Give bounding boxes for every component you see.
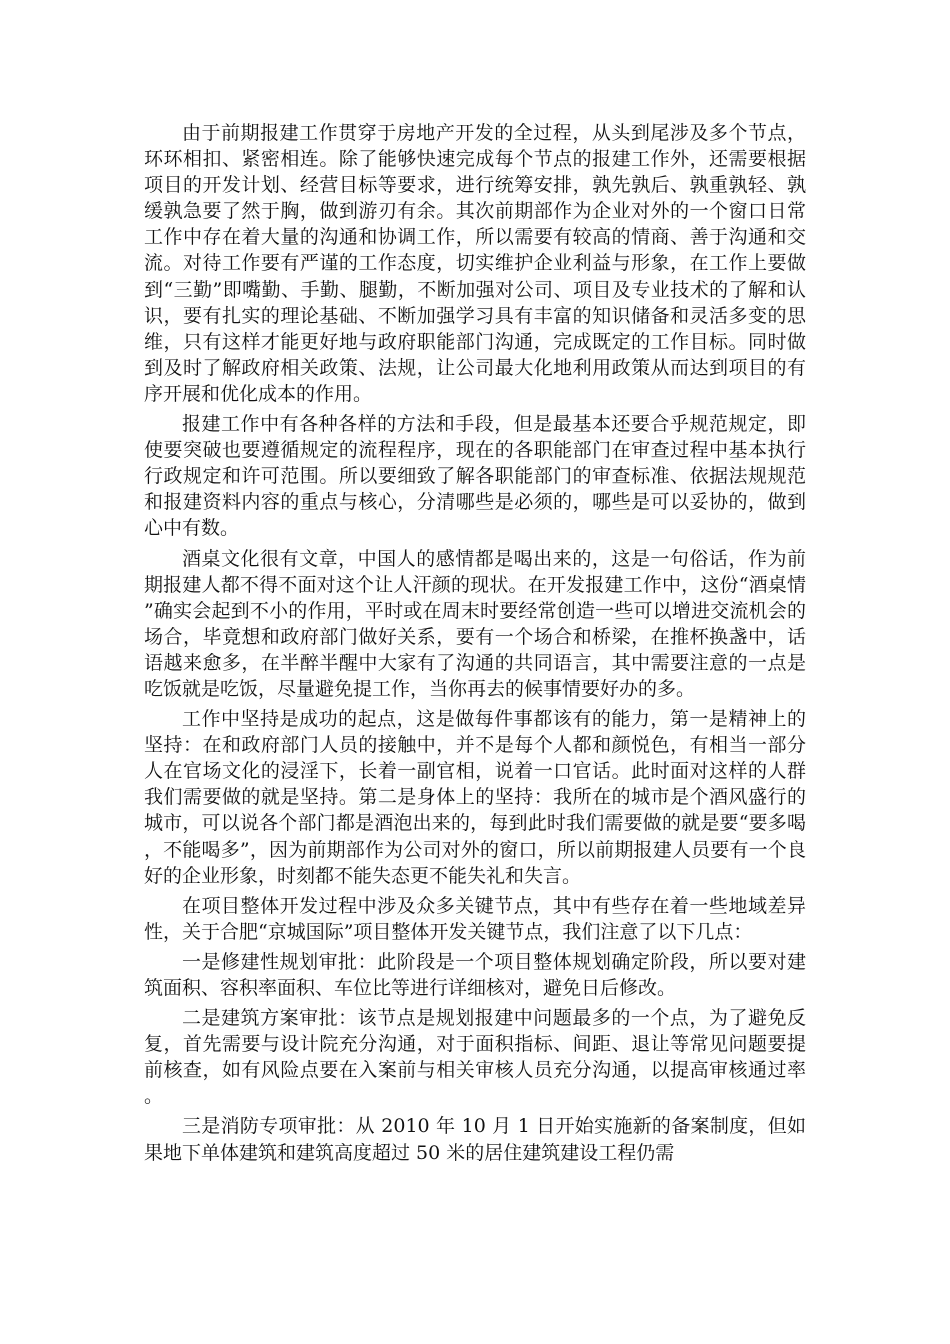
paragraph-6: 一是修建性规划审批：此阶段是一个项目整体规划确定阶段，所以要对建筑面积、容积率面积、车位比等进行详细核对，避免日后修改。	[144, 950, 806, 999]
paragraph-7: 二是建筑方案审批：该节点是规划报建中问题最多的一个点，为了避免反复，首先需要与设计院充分沟通，对于面积指标、间距、退让等常见问题要提前核查，如有风险点要在入案前与相关审核人员充分沟通，以提高审核通过率。	[144, 1007, 806, 1108]
paragraph-3: 酒桌文化很有文章，中国人的感情都是喝出来的，这是一句俗话，作为前期报建人都不得不面对这个让人汗颜的现状。在开发报建工作中，这份“酒桌情”确实会起到不小的作用，平时或在周末时要经常创造一些可以增进交流机会的场合，毕竟想和政府部门做好关系，要有一个场合和桥梁，在推杯换盏中，话语越来愈多，在半醉半醒中大家有了沟通的共同语言，其中需要注意的一点是吃饭就是吃饭，尽量避免提工作，当你再去的候事情要好办的多。	[144, 547, 806, 700]
paragraph-2: 报建工作中有各种各样的方法和手段，但是最基本还要合乎规范规定，即使要突破也要遵循规定的流程程序，现在的各职能部门在审查过程中基本执行行政规定和许可范围。所以要细致了解各职能部门的审查标准、依据法规规范和报建资料内容的重点与核心，分清哪些是必须的，哪些是可以妥协的，做到心中有数。	[144, 413, 806, 540]
paragraph-5: 在项目整体开发过程中涉及众多关键节点，其中有些存在着一些地域差异性，关于合肥“京城国际”项目整体开发关键节点，我们注意了以下几点：	[144, 894, 806, 943]
paragraph-4: 工作中坚持是成功的起点，这是做每件事都该有的能力，第一是精神上的坚持：在和政府部门人员的接触中，并不是每个人都和颜悦色，有相当一部分人在官场文化的浸淫下，长着一副官相，说着一口官话。此时面对这样的人群我们需要做的就是坚持。第二是身体上的坚持：我所在的城市是个酒风盛行的城市，可以说各个部门都是酒泡出来的，每到此时我们需要做的就是要“要多喝，不能喝多”，因为前期部作为公司对外的窗口，所以前期报建人员要有一个良好的企业形象，时刻都不能失态更不能失礼和失言。	[144, 708, 806, 887]
paragraph-1: 由于前期报建工作贯穿于房地产开发的全过程，从头到尾涉及多个节点，环环相扣、紧密相连。除了能够快速完成每个节点的报建工作外，还需要根据项目的开发计划、经营目标等要求，进行统筹安排，孰先孰后、孰重孰轻、孰缓孰急要了然于胸，做到游刃有余。其次前期部作为企业对外的一个窗口日常工作中存在着大量的沟通和协调工作，所以需要有较高的情商、善于沟通和交流。对待工作要有严谨的工作态度，切实维护企业利益与形象，在工作上要做到“三勤”即嘴勤、手勤、腿勤，不断加强对公司、项目及专业技术的了解和认识，要有扎实的理论基础、不断加强学习具有丰富的知识储备和灵活多变的思维，只有这样才能更好地与政府职能部门沟通，完成既定的工作目标。同时做到及时了解政府相关政策、法规，让公司最大化地利用政策从而达到项目的有序开展和优化成本的作用。	[144, 122, 806, 405]
paragraph-8: 三是消防专项审批：从 2010 年 10 月 1 日开始实施新的备案制度，但如果地下单体建筑和建筑高度超过 50 米的居住建筑建设工程仍需	[144, 1115, 806, 1164]
document-body	[144, 120, 806, 1166]
